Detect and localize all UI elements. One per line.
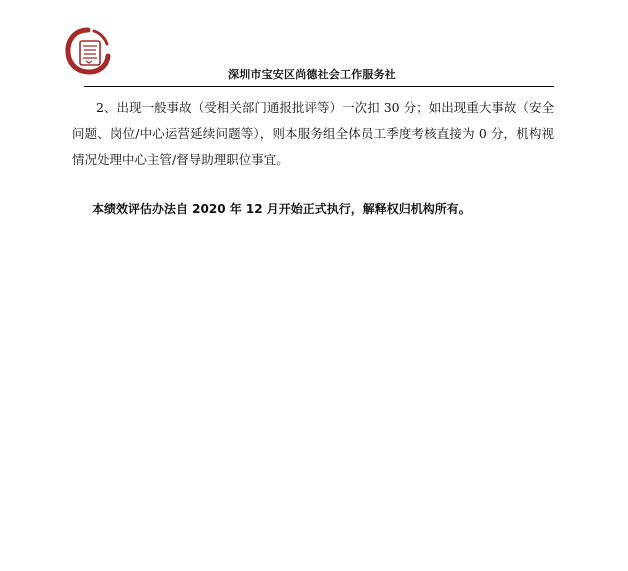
logo-seal-icon xyxy=(64,26,112,76)
header-divider xyxy=(84,86,554,87)
organization-logo xyxy=(64,26,112,76)
organization-name: 深圳市宝安区尚德社会工作服务社 xyxy=(228,68,396,81)
closing-statement: 本绩效评估办法自 2020 年 12 月开始正式执行，解释权归机构所有。 xyxy=(92,202,471,216)
rule-paragraph: 2、出现一般事故（受相关部门通报批评等）一次扣 30 分；如出现重大事故（安全问题、岗位/中心运营延续问题等），则本服务组全体员工季度考核直接为 0 分，机构视情况处理中心主管/督导助理职位事宜。 xyxy=(72,100,554,167)
